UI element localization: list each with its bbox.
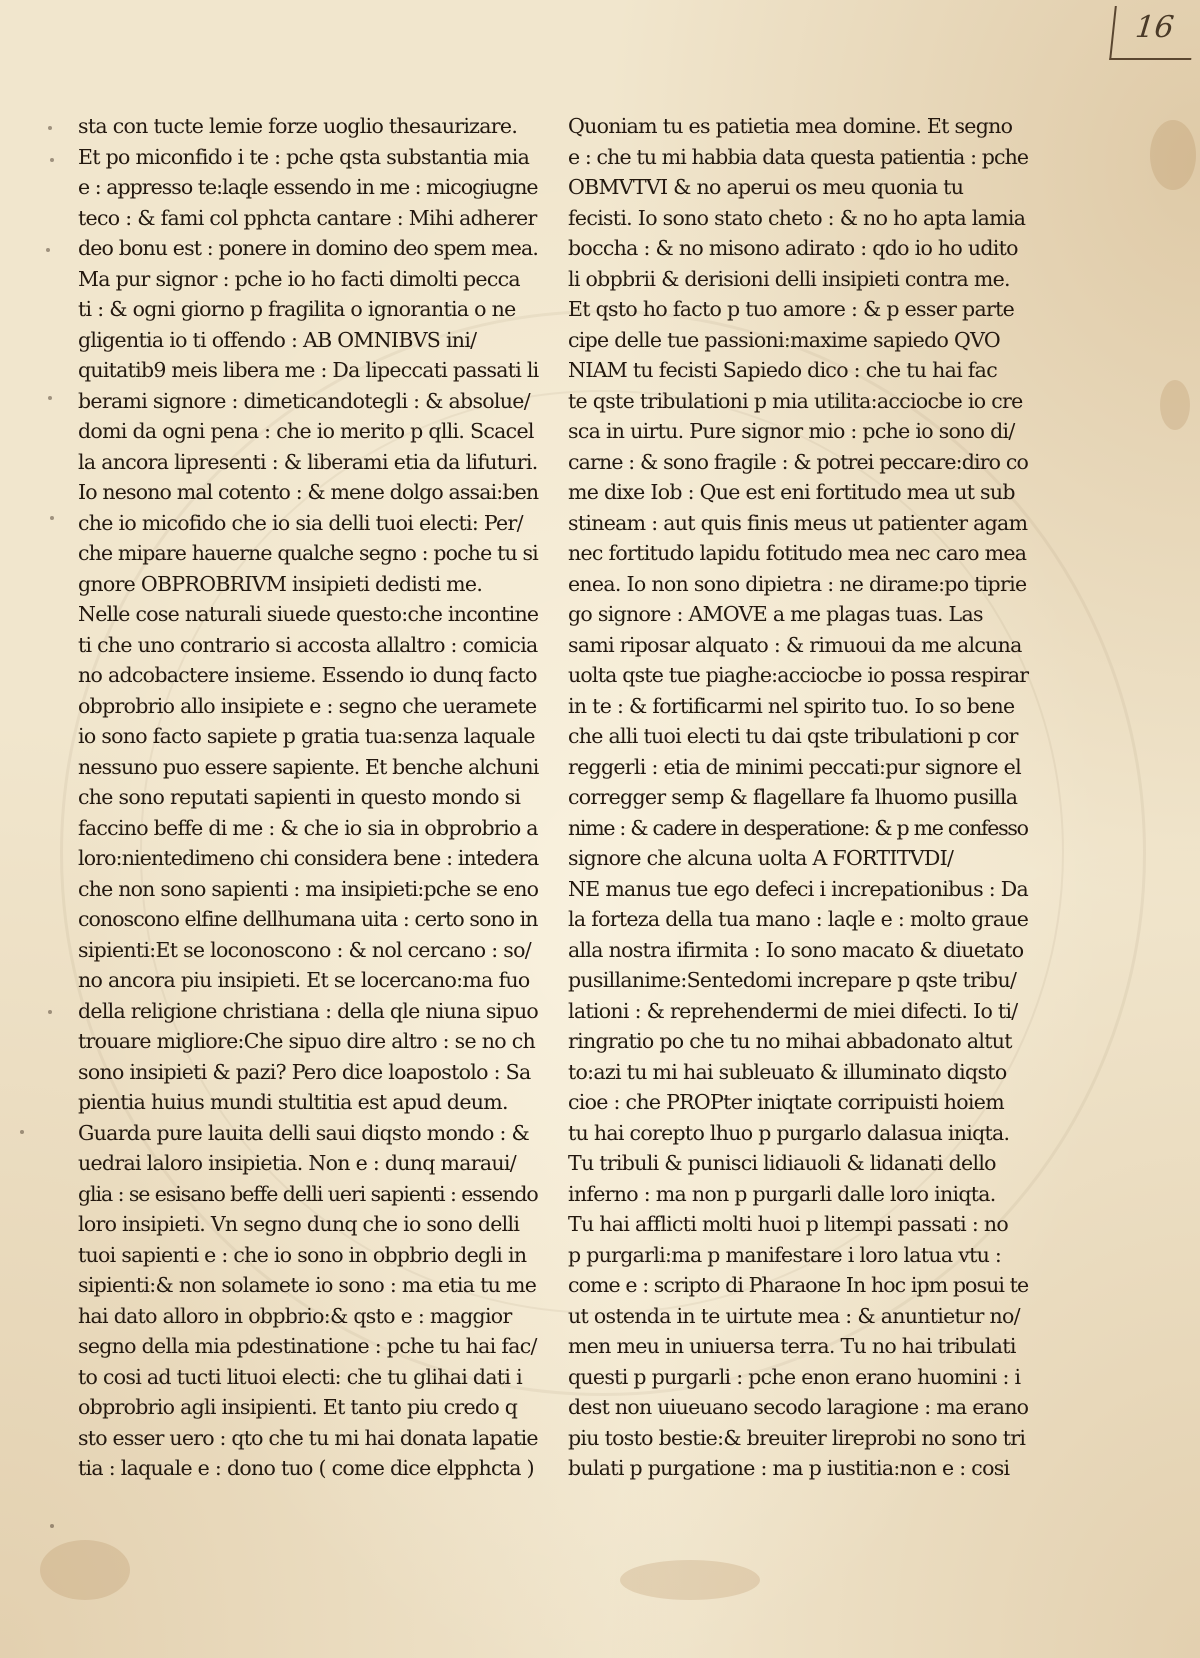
- right-column-line: signore che alcuna uolta A FORTITVDI/: [568, 846, 954, 870]
- left-column-line: loro:nientedimeno chi considera bene : intedera: [78, 846, 539, 870]
- right-column-line: che alli tuoi electi tu dai qste tribulationi p cor: [568, 724, 1018, 748]
- left-column-line: loro insipieti. Vn segno dunq che io sono delli: [78, 1212, 520, 1236]
- right-column-line: enea. Io non sono dipietra : ne dirame:po tiprie: [568, 571, 1027, 596]
- paper-stain: [1160, 380, 1190, 430]
- left-column-line: to cosi ad tucti lituoi electi: che tu glihai dati i: [78, 1364, 522, 1389]
- right-column-line: nime : & cadere in desperatione: & p me confesso: [568, 815, 1028, 840]
- left-column-line: glia : se esisano beffe delli ueri sapienti : essendo: [78, 1181, 538, 1206]
- right-column-line: ringratio po che tu no mihai abbadonato altut: [568, 1029, 1012, 1053]
- left-column-line: la ancora lipresenti : & liberami etia da lifuturi.: [78, 449, 538, 474]
- right-column-line: ut ostenda in te uirtute mea : & anuntietur no/: [568, 1303, 1020, 1328]
- left-column-line: deo bonu est : ponere in domino deo spem mea.: [78, 236, 539, 260]
- left-column-line: che sono reputati sapienti in questo mondo si: [78, 785, 521, 809]
- left-column-line: sipienti:& non solamete io sono : ma etia tu me: [78, 1273, 537, 1297]
- right-column-line: alla nostra ifirmita : Io sono macato & diuetato: [568, 937, 1024, 962]
- right-column-line: sca in uirtu. Pure signor mio : pche io sono di/: [568, 419, 1015, 443]
- right-column-line: bulati p purgatione : ma p iustitia:non e : cosi: [568, 1456, 1010, 1480]
- left-column-line: no ancora piu insipieti. Et se locercano:ma fuo: [78, 968, 530, 992]
- left-column-line: segno della mia pdestinatione : pche tu hai fac/: [78, 1334, 537, 1358]
- text-column-left: [78, 111, 538, 1484]
- paper-stain: [620, 1560, 760, 1600]
- right-column-line: carne : & sono fragile : & potrei peccare:diro co: [568, 449, 1028, 474]
- right-column-line: NE manus tue ego defeci i increpationibus : Da: [568, 876, 1028, 901]
- right-column-line: me dixe Iob : Que est eni fortitudo mea ut sub: [568, 480, 1015, 504]
- left-column-line: conoscono elfine dellhumana uita : certo sono in: [78, 907, 538, 931]
- left-column-line: e : appresso te:laqle essendo in me : micogiugne: [78, 175, 538, 199]
- text-column-right: [568, 111, 1028, 1484]
- left-column-line: quitatib9 meis libera me : Da lipeccati passati li: [78, 358, 539, 382]
- left-column-line: ti che uno contrario si accosta allaltro : comicia: [78, 632, 538, 657]
- left-column-line: Io nesono mal cotento : & mene dolgo assai:ben: [78, 480, 539, 504]
- right-column-line: p purgarli:ma p manifestare i loro latua vtu :: [568, 1242, 1002, 1267]
- right-column-line: cipe delle tue passioni:maxime sapiedo QVO: [568, 327, 1000, 352]
- right-column-line: OBMVTVI & no aperui os meu quonia tu: [568, 175, 964, 199]
- left-column-line: nessuno puo essere sapiente. Et benche alchuni: [78, 754, 539, 779]
- right-column-line: Tu hai afflicti molti huoi p litempi passati : no: [568, 1212, 1009, 1236]
- left-column-line: no adcobactere insieme. Essendo io dunq facto: [78, 663, 537, 687]
- left-column-line: Et po miconfido i te : pche qsta substantia mia: [78, 144, 530, 169]
- left-column-line: che io micofido che io sia delli tuoi electi: Per/: [78, 510, 523, 535]
- right-column-line: nec fortitudo lapidu fotitudo mea nec caro mea: [568, 541, 1027, 565]
- left-column-line: uedrai laloro insipietia. Non e : dunq maraui/: [78, 1151, 516, 1175]
- left-column-line: gligentia io ti offendo : AB OMNIBVS ini/: [78, 327, 477, 352]
- margin-dot: [48, 126, 52, 130]
- left-column-line: trouare migliore:Che sipuo dire altro : se no ch: [78, 1029, 535, 1053]
- right-column-line: inferno : ma non p purgarli dalle loro iniqta.: [568, 1181, 996, 1206]
- left-column-line: sta con tucte lemie forze uoglio thesaurizare.: [78, 114, 518, 138]
- right-column-line: NIAM tu fecisti Sapiedo dico : che tu hai fac: [568, 358, 997, 382]
- left-column-line: sipienti:Et se loconoscono : & nol cercano : so/: [78, 937, 531, 962]
- left-column-line: tuoi sapienti e : che io sono in obpbrio degli in: [78, 1242, 527, 1267]
- left-column-line: teco : & fami col pphcta cantare : Mihi adherer: [78, 205, 537, 230]
- left-column-line: della religione christiana : della qle niuna sipuo: [78, 998, 539, 1023]
- right-column-line: pusillanime:Sentedomi increpare p qste tribu/: [568, 968, 1017, 992]
- right-column-line: sami riposar alquato : & rimuoui da me alcuna: [568, 632, 1022, 657]
- left-column-line: sto esser uero : qto che tu mi hai donata lapatie: [78, 1425, 538, 1450]
- left-column-line: berami signore : dimeticandotegli : & absolue/: [78, 388, 530, 413]
- left-column-line: Ma pur signor : pche io ho facti dimolti pecca: [78, 266, 520, 291]
- right-column-line: dest non uiueuano secodo laragione : ma erano: [568, 1395, 1029, 1419]
- left-column-line: obprobrio allo insipiete e : segno che ueramete: [78, 693, 537, 718]
- right-column-line: piu tosto bestie:& breuiter lireprobi no sono tri: [568, 1425, 1026, 1450]
- left-column-line: che mipare hauerne qualche segno : poche tu si: [78, 541, 538, 565]
- right-column-line: Quoniam tu es patietia mea domine. Et segno: [568, 114, 1013, 138]
- margin-dot: [50, 158, 54, 162]
- right-column-line: te qste tribulationi p mia utilita:acciocbe io cre: [568, 388, 1023, 413]
- right-column-line: fecisti. Io sono stato cheto : & no ho apta lamia: [568, 205, 1026, 230]
- folio-number: 16: [1109, 6, 1197, 60]
- right-column-line: to:azi tu mi hai subleuato & illuminato diqsto: [568, 1059, 1007, 1084]
- margin-dot: [48, 1010, 52, 1014]
- left-column-line: domi da ogni pena : che io merito p qlli. Scacel: [78, 419, 534, 443]
- left-column-line: pientia huius mundi stultitia est apud deum.: [78, 1090, 508, 1114]
- margin-dot: [20, 1130, 24, 1134]
- right-column-line: men meu in uniuersa terra. Tu no hai tribulati: [568, 1334, 1016, 1358]
- paper-stain: [1150, 120, 1196, 190]
- right-column-line: in te : & fortificarmi nel spirito tuo. Io so bene: [568, 693, 1015, 718]
- right-column-line: tu hai corepto lhuo p purgarlo dalasua iniqta.: [568, 1120, 1010, 1145]
- right-column-line: uolta qste tue piaghe:acciocbe io possa respirar: [568, 663, 1029, 687]
- left-column-line: sono insipieti & pazi? Pero dice loapostolo : Sa: [78, 1059, 531, 1084]
- right-column-line: cioe : che PROPter iniqtate corripuisti hoiem: [568, 1090, 1004, 1114]
- right-column-line: stineam : aut quis finis meus ut patienter agam: [568, 510, 1028, 535]
- paper-stain: [40, 1540, 130, 1600]
- left-column-line: gnore OBPROBRIVM insipieti dedisti me.: [78, 571, 483, 596]
- right-column-line: Tu tribuli & punisci lidiauoli & lidanati dello: [568, 1151, 996, 1175]
- left-column-line: hai dato alloro in obpbrio:& qsto e : maggior: [78, 1303, 512, 1328]
- margin-dot: [50, 1524, 54, 1528]
- right-column-line: lationi : & reprehendermi de miei difecti. Io ti/: [568, 998, 1018, 1023]
- right-column-line: questi p purgarli : pche enon erano huomini : i: [568, 1364, 1021, 1389]
- right-column-line: e : che tu mi habbia data questa patientia : pche: [568, 144, 1029, 169]
- margin-dot: [48, 396, 52, 400]
- margin-dot: [50, 516, 54, 520]
- right-column-line: corregger semp & flagellare fa lhuomo pusilla: [568, 785, 1018, 809]
- left-column-line: Nelle cose naturali siuede questo:che incontine: [78, 602, 539, 626]
- right-column-line: Et qsto ho facto p tuo amore : & p esser parte: [568, 297, 1015, 321]
- right-column-line: reggerli : etia de minimi peccati:pur signore el: [568, 754, 1021, 779]
- right-column-line: li obpbrii & derisioni delli insipieti contra me.: [568, 266, 1010, 291]
- left-column-line: obprobrio agli insipienti. Et tanto piu credo q: [78, 1395, 518, 1419]
- right-column-line: la forteza della tua mano : laqle e : molto graue: [568, 907, 1029, 931]
- left-column-line: faccino beffe di me : & che io sia in obprobrio a: [78, 815, 538, 840]
- left-column-line: ti : & ogni giorno p fragilita o ignorantia o ne: [78, 297, 516, 321]
- right-column-line: come e : scripto di Pharaone In hoc ipm posui te: [568, 1273, 1029, 1297]
- left-column-line: che non sono sapienti : ma insipieti:pche se eno: [78, 876, 539, 901]
- margin-dot: [46, 248, 50, 252]
- right-column-line: go signore : AMOVE a me plagas tuas. Las: [568, 602, 983, 626]
- left-column-line: io sono facto sapiete p gratia tua:senza laquale: [78, 724, 535, 748]
- left-column-line: Guarda pure lauita delli saui diqsto mondo : &: [78, 1120, 530, 1145]
- right-column-line: boccha : & no misono adirato : qdo io ho udito: [568, 236, 1018, 260]
- left-column-line: tia : laquale e : dono tuo ( come dice elpphcta ): [78, 1456, 534, 1480]
